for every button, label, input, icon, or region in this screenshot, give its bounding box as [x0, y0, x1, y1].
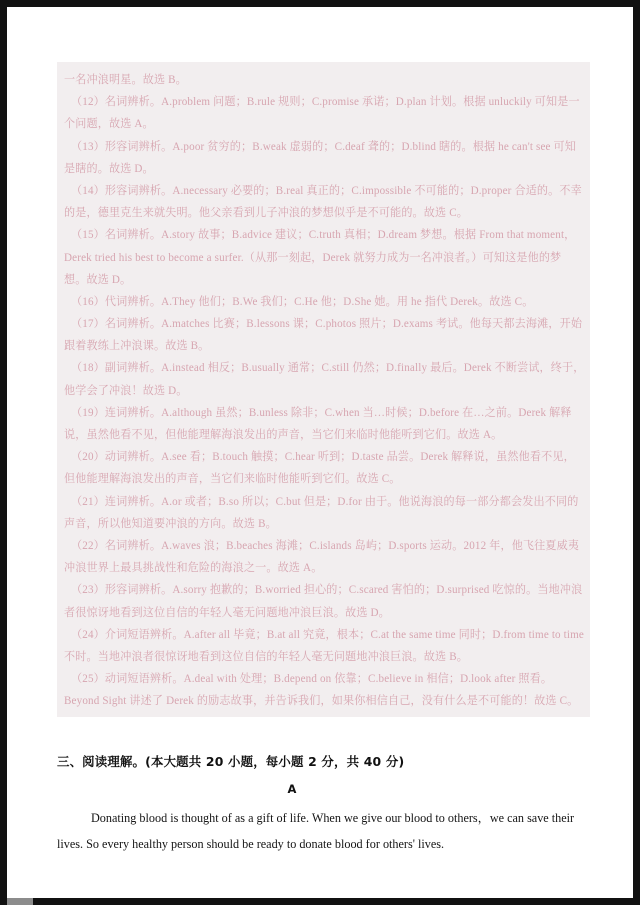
answer-key-line: 声音，所以他知道要冲浪的方向。故选 B。 — [64, 517, 277, 530]
answer-key-line: （15）名词辨析。A.story 故事；B.advice 建议；C.truth 真相；D.dream 梦想。根据 From that moment， — [71, 229, 576, 242]
answer-key-line: Derek tried his best to become a surfer.（从那一刻起，Derek 就努力成为一名冲浪者。）可知这是他的梦 — [64, 251, 562, 264]
answer-key-line: （20）动词辨析。A.see 看；B.touch 触摸；C.hear 听到；D.taste 品尝。Derek 解释说，虽然他看不见， — [71, 451, 575, 464]
answer-key-line: 说，虽然他看不见，但他能理解海浪发出的声音，当它们来临时他能听到它们。故选 A。 — [64, 429, 503, 441]
answer-key-line: 不时。当地冲浪者很惊讶地看到这位自信的年轻人毫无问题地冲浪巨浪。故选 B。 — [64, 650, 469, 663]
answer-key-line: 个问题，故选 A。 — [64, 118, 154, 131]
passage-body-text: Donating blood is thought of as a gift of life. When we give our blood to others，we can save their lives. So every healthy person should be ready to donate blood for others' lives. — [57, 811, 575, 851]
section-heading: 三、阅读理解。(本大题共 20 小题，每小题 2 分，共 40 分) — [57, 754, 405, 769]
answer-key-block — [57, 62, 590, 717]
answer-key-line: （14）形容词辨析。A.necessary 必要的；B.real 真正的；C.impossible 不可能的；D.proper 合适的。不幸 — [71, 184, 582, 197]
answer-key-line: 是瞎的。故选 D。 — [64, 162, 154, 175]
answer-key-line: （12）名词辨析。A.problem 问题；B.rule 规则；C.promise 承诺；D.plan 计划。根据 unluckily 可知是一 — [71, 96, 580, 109]
answer-key-line: 的是，德里克生来就失明。他父亲看到儿子冲浪的梦想似乎是不可能的。故选 C。 — [64, 207, 469, 220]
answer-key-line: （21）连词辨析。A.or 或者；B.so 所以；C.but 但是；D.for 由于。他说海浪的每一部分都会发出不同的 — [71, 495, 579, 508]
page-canvas — [7, 7, 633, 898]
answer-key-line: （18）副词辨析。A.instead 相反；B.usually 通常；C.still 仍然；D.finally 最后。Derek 不断尝试，终于， — [71, 362, 585, 375]
answer-key-line: （17）名词辨析。A.matches 比赛；B.lessons 课；C.photos 照片；D.exams 考试。他每天都去海滩，开始 — [71, 318, 583, 331]
answer-key-line: （22）名词辨析。A.waves 浪；B.beaches 海滩；C.islands 岛屿；D.sports 运动。2012 年，他飞往夏威夷 — [71, 539, 580, 552]
answer-key-line: （13）形容词辨析。A.poor 贫穷的；B.weak 虚弱的；C.deaf 聋的；D.blind 瞎的。根据 he can't see 可知 — [71, 140, 577, 153]
answer-key-line: （19）连词辨析。A.although 虽然；B.unless 除非；C.when 当…时候；D.before 在…之前。Derek 解释 — [71, 406, 572, 419]
answer-key-line: （16）代词辨析。A.They 他们；B.We 我们；C.He 他；D.She 她。用 he 指代 Derek。故选 C。 — [71, 295, 534, 308]
answer-key-line: 冲浪世界上最具挑战性和危险的海浪之一。故选 A。 — [64, 562, 323, 575]
answer-key-line: （25）动词短语辨析。A.deal with 处理；B.depend on 依靠；C.believe in 相信；D.look after 照看。 — [71, 673, 553, 686]
answer-key-line: 者很惊讶地看到这位自信的年轻人毫无问题地冲浪巨浪。故选 D。 — [64, 606, 390, 619]
scan-edge-artifact — [7, 898, 33, 905]
answer-key-line: 他学会了冲浪！故选 D。 — [64, 384, 188, 397]
answer-key-line: 但他能理解海浪发出的声音，当它们来临时他能听到它们。故选 C。 — [64, 473, 401, 486]
answer-key-line: （24）介词短语辨析。A.after all 毕竟；B.at all 究竟，根本；C.at the same time 同时；D.from time to time — [71, 628, 584, 641]
passage-paragraph — [57, 805, 577, 857]
answer-key-line: 想。故选 D。 — [64, 273, 132, 286]
answer-key-line: Beyond Sight 讲述了 Derek 的励志故事，并告诉我们，如果你相信自己，没有什么是不可能的！故选 C。 — [64, 695, 579, 708]
passage-letter-label: A — [287, 782, 297, 796]
answer-key-line: 跟着教练上冲浪课。故选 B。 — [64, 340, 210, 353]
reading-comprehension-section — [57, 752, 597, 857]
answer-key-line: 一名冲浪明星。故选 B。 — [64, 74, 187, 86]
answer-key-line: （23）形容词辨析。A.sorry 抱歉的；B.worried 担心的；C.scared 害怕的；D.surprised 吃惊的。当地冲浪 — [71, 584, 583, 597]
